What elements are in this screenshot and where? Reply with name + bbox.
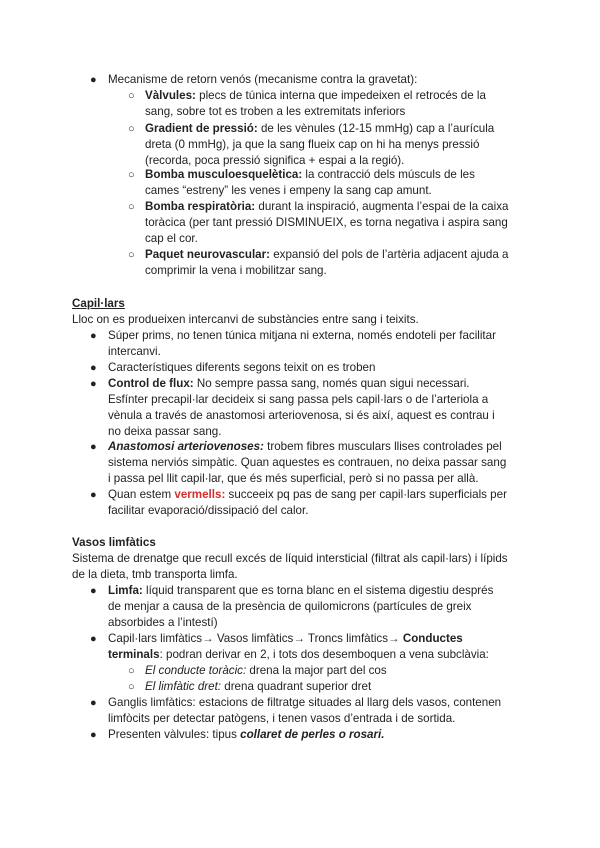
bullet-dot-icon: ● — [90, 441, 97, 453]
bullet-circle-icon: ○ — [128, 665, 135, 677]
bullet-circle-icon: ○ — [128, 681, 135, 693]
bullet-circle-icon: ○ — [128, 249, 135, 261]
bullet-dot-icon: ● — [90, 489, 97, 501]
capillars-heading: Capil·lars — [72, 297, 125, 310]
bullet-dot-icon: ● — [90, 362, 97, 374]
retorn-valvules: ○ Vàlvules: plecs de túnica interna que impedeixen el retrocés de la sang, sobre tot es troben a les extremitats inferiors — [128, 89, 486, 118]
limfatics-sub-2: ○ El limfàtic dret: drena quadrant superior dret — [128, 680, 372, 693]
retorn-paquet-neurovascular: ○ Paquet neurovascular: expansió del pols de l’artèria adjacent ajuda a comprimir la vena i mobilitzar sang. — [128, 248, 509, 277]
limfatics-intro: Sistema de drenatge que recull excés de líquid intersticial (filtrat als capil·lars) i lípids de la dieta, tmb transporta limfa. — [72, 552, 508, 581]
limfatics-bullet-4: ● Presenten vàlvules: tipus collaret de perles o rosari. — [90, 728, 385, 741]
bullet-circle-icon: ○ — [128, 201, 135, 213]
limfatics-bullet-3: ● Ganglis limfàtics: estacions de filtratge situades al llarg dels vasos, contenen limfòcits per detectar patògens, i tenen vasos d’entrada i de sortida. — [90, 696, 502, 725]
bullet-dot-icon: ● — [90, 633, 97, 645]
retorn-gradient: ○ Gradient de pressió: de les vènules (12-15 mmHg) cap a l’aurícula dreta (0 mmHg), ja que la sang flueix cap on hi ha menys pressió (recorda, poca pressió significa + espai a la regió). — [128, 122, 495, 167]
bullet-dot-icon: ● — [90, 330, 97, 342]
limfatics-bullet-1: ● Limfa: líquid transparent que es torna blanc en el sistema digestiu després de menjar a causa de la presència de quilomicrons (partícules de greix absorbides a l’intestí) — [90, 584, 494, 629]
capillars-bullet-5: ● Quan estem vermells: succeeix pq pas de sang per capil·lars superficials per facilitar evaporació/dissipació del calor. — [90, 488, 507, 517]
retorn-title: ● Mecanisme de retorn venós (mecanisme contra la gravetat): — [90, 73, 418, 86]
capillars-bullet-2: ● Característiques diferents segons teixit on es troben — [90, 361, 376, 374]
bullet-circle-icon: ○ — [128, 169, 135, 181]
limfatics-heading: Vasos limfàtics — [72, 536, 156, 549]
bullet-dot-icon: ● — [90, 697, 97, 709]
retorn-bomba-muscular: ○ Bomba musculoesquelètica: la contracció dels músculs de les cames “estreny” les venes i empeny la sang cap amunt. — [128, 168, 475, 197]
bullet-circle-icon: ○ — [128, 90, 135, 102]
bullet-circle-icon: ○ — [128, 123, 135, 135]
limfatics-bullet-2: ● Capil·lars limfàtics→ Vasos limfàtics→ Troncs limfàtics→ Conductes terminals: podran derivar en 2, i tots dos desemboquen a vena subclàvia: — [90, 632, 489, 661]
bullet-dot-icon: ● — [90, 378, 97, 390]
bullet-dot-icon: ● — [90, 585, 97, 597]
capillars-bullet-4: ● Anastomosi arteriovenoses: trobem fibres musculars llises controlades pel sistema nerviós simpàtic. Quan aquestes es contrauen, no deixa passar sang i passa pel llit capil·lar, que és més superficial, però si no passa per allà. — [90, 440, 507, 485]
capillars-intro: Lloc on es produeixen intercanvi de substàncies entre sang i teixits. — [72, 313, 419, 326]
bullet-dot-icon: ● — [90, 729, 97, 741]
bullet-dot-icon: ● — [90, 74, 97, 86]
limfatics-sub-1: ○ El conducte toràcic: drena la major part del cos — [128, 664, 387, 677]
capillars-bullet-3: ● Control de flux: No sempre passa sang, només quan sigui necessari. Esfínter precapil·lar decideix si sang passa pels capil·lars o de l’arteriola a vènula a través de anastomosi arteriovenosa, si és així, aquest es contrau i no deixa passar sang. — [90, 377, 495, 438]
capillars-bullet-1: ● Súper prims, no tenen túnica mitjana ni externa, només endoteli per facilitar intercanvi. — [90, 329, 496, 358]
retorn-bomba-respiratoria: ○ Bomba respiratòria: durant la inspiració, augmenta l’espai de la caixa toràcica (per tant pressió DISMINUEIX, es torna negativa i aspira sang cap el cor. — [128, 200, 509, 245]
